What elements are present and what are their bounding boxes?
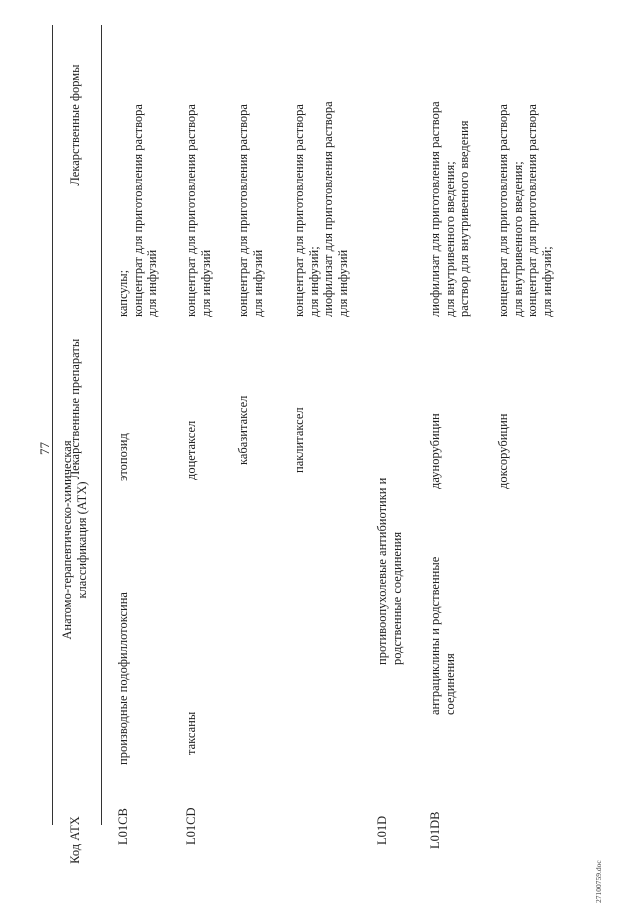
row-classification: таксаны (184, 711, 198, 755)
classification-line: родственные соединения (389, 531, 404, 665)
form-line: для инфузий (145, 249, 159, 317)
row-drug: кабазитаксел (236, 395, 250, 465)
form-line: концентрат для приготовления раствора (292, 104, 306, 317)
header-atc-line-2: классификация (АТХ) (75, 481, 89, 599)
row-forms (236, 104, 265, 317)
row-drug: паклитаксел (292, 407, 306, 473)
form-line: концентрат для приготовления раствора (236, 104, 250, 317)
classification-line: антрациклины и родственные (428, 556, 442, 715)
row-code: L01CB (116, 808, 130, 845)
row-drug: доксорубицин (496, 413, 510, 489)
row-classification (428, 557, 457, 715)
form-line: для инфузий; (306, 246, 321, 317)
classification-line: соединения (442, 653, 457, 715)
form-line: концентрат для приготовления раствора (130, 104, 145, 317)
form-line: лиофилизат для приготовления раствора (321, 101, 335, 317)
form-line: для инфузий (335, 249, 350, 317)
header-code: Код АТХ (68, 816, 82, 864)
form-line: для инфузий (250, 249, 265, 317)
form-line: для инфузий (198, 249, 213, 317)
row-forms (184, 104, 213, 317)
table-top-rule (52, 25, 53, 825)
classification-line: противоопухолевые антибиотики и (375, 477, 389, 665)
form-line: концентрат для приготовления раствора (496, 104, 510, 317)
row-forms (496, 104, 554, 317)
row-drug: доцетаксел (184, 420, 198, 480)
row-drug: даунорубицин (428, 413, 442, 489)
form-line: капсулы; (116, 269, 130, 317)
form-line: концентрат для приготовления раствора (184, 104, 198, 317)
row-drug: этопозид (116, 433, 130, 481)
row-code: L01D (375, 815, 389, 845)
header-drugs: Лекарственные препараты (68, 338, 82, 480)
row-classification: производные подофиллотоксина (116, 592, 130, 765)
form-line: для внутривенного введения; (510, 161, 525, 317)
row-forms (116, 104, 160, 317)
row-forms (292, 101, 350, 317)
form-line: для внутривенного введения; (442, 161, 457, 317)
table-header-bottom-rule (101, 25, 102, 825)
row-code: L01DB (428, 811, 442, 849)
footer-filename: 27100759.doc (594, 860, 603, 903)
form-line: лиофилизат для приготовления раствора (428, 101, 442, 317)
row-code: L01CD (184, 807, 198, 845)
form-line: раствор для внутривенного введения (457, 120, 471, 317)
form-line: для инфузий; (539, 246, 554, 317)
page-number: 77 (37, 442, 52, 455)
header-forms: Лекарственные формы (68, 64, 82, 186)
form-line: концентрат для приготовления раствора (525, 104, 539, 317)
header-atc-line-1: Анатомо-терапевтическо-химическая (60, 440, 74, 640)
row-classification (375, 478, 404, 665)
row-forms (428, 101, 472, 317)
